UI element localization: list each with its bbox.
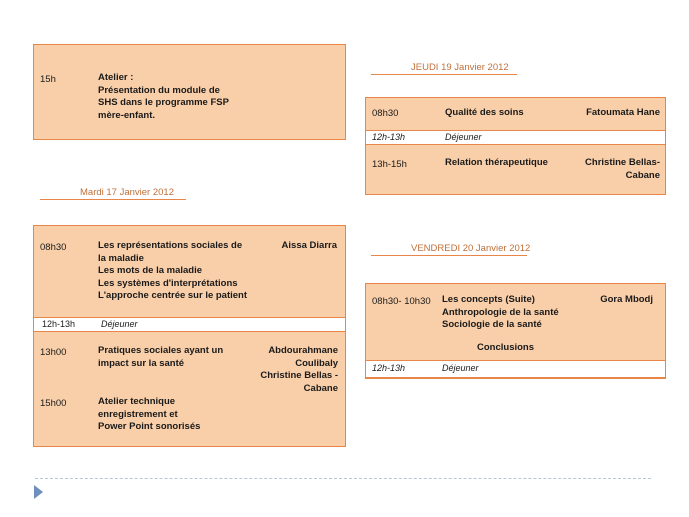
schedule-box-jeudi <box>365 97 666 195</box>
session-speaker: Abdourahmane Coulibaly Christine Bellas - Cabane <box>260 345 338 394</box>
session-time: 13h00 <box>40 347 67 358</box>
session-time: 08h30- 10h30 <box>372 296 431 307</box>
schedule-box-top-left <box>33 44 346 140</box>
session-description: Pratiques sociales ayant un impact sur la santé <box>98 345 224 369</box>
schedule-box-vendredi <box>365 283 666 379</box>
session-speaker: Fatoumata Hane <box>586 107 660 118</box>
session-description: Atelier : Présentation du module de SHS dans le programme FSP mère-enfant. <box>98 72 229 121</box>
session-time: 08h30 <box>372 108 399 119</box>
session-description: Les concepts (Suite) Anthropologie de la santé Sociologie de la santé <box>442 294 559 330</box>
lunch-row: 12h-13h Déjeuner <box>366 360 665 378</box>
day-header-jeudi: JEUDI 19 Janvier 2012 <box>371 62 517 75</box>
session-time: 15h <box>40 74 56 85</box>
day-header-vendredi: VENDREDI 20 Janvier 2012 <box>371 243 527 256</box>
lunch-row: 12h-13h Déjeuner <box>366 130 665 145</box>
session-title: Qualité des soins <box>445 107 524 118</box>
lunch-row: 12h-13h Déjeuner <box>34 317 345 332</box>
session-description: Les représentations sociales de la maladie Les mots de la maladie Les systèmes d'interprétations L'approche centrée sur le patient <box>98 240 248 301</box>
session-description: Atelier technique enregistrement et Power Point sonorisés <box>98 396 201 432</box>
session-title: Relation thérapeutique <box>445 157 548 168</box>
conclusions-label: Conclusions <box>477 342 535 353</box>
session-time: 15h00 <box>40 398 67 409</box>
schedule-box-mardi <box>33 225 346 447</box>
session-time: 08h30 <box>40 242 67 253</box>
session-speaker: Christine Bellas- Cabane <box>585 157 660 181</box>
footer-divider <box>35 478 651 479</box>
session-time: 13h-15h <box>372 159 407 170</box>
session-speaker: Aissa Diarra <box>281 240 337 251</box>
day-header-mardi: Mardi 17 Janvier 2012 <box>40 187 186 200</box>
triangle-bullet-icon <box>34 485 43 499</box>
session-speaker: Gora Mbodj <box>600 294 653 305</box>
